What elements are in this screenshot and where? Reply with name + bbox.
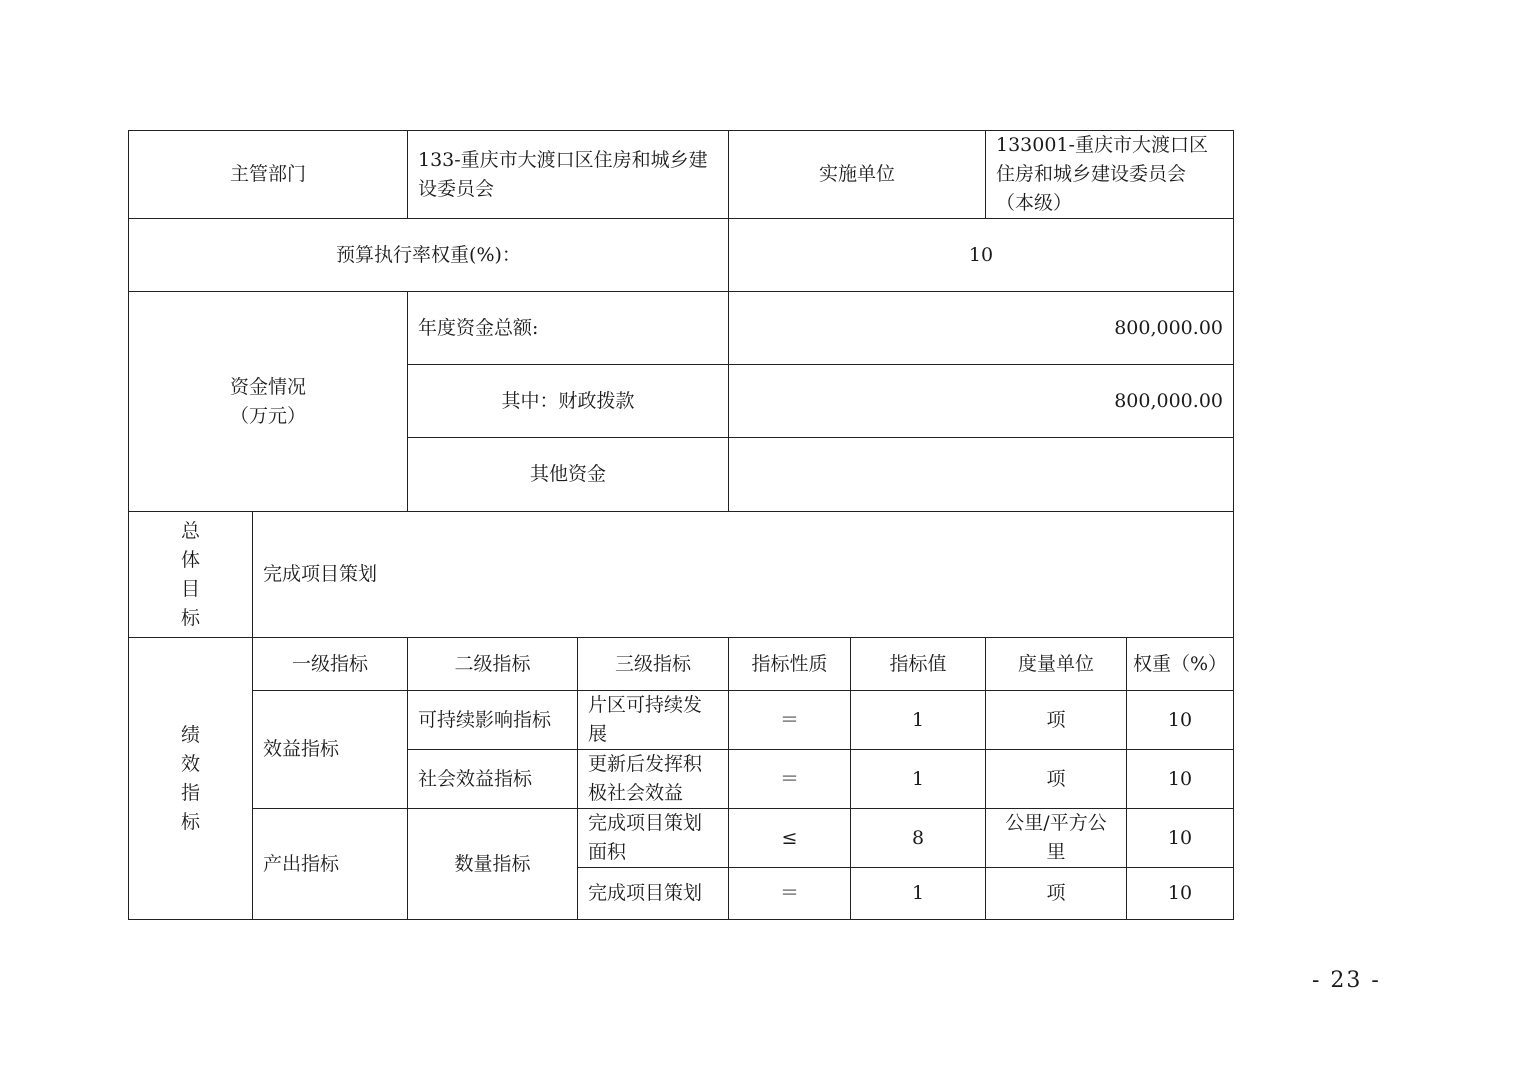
- goal-label-char: 标: [180, 606, 200, 629]
- indicators-label-char: 效: [180, 752, 200, 775]
- performance-goal-table: [128, 130, 1234, 920]
- level3-cell: 完成项目策划面积: [578, 809, 729, 868]
- indicators-label-char: 绩: [180, 723, 200, 746]
- nature-cell: ＝: [729, 691, 851, 750]
- col-header-level1: 一级指标: [253, 638, 408, 691]
- budget-rate-value: 10: [729, 219, 1234, 292]
- col-header-nature: 指标性质: [729, 638, 851, 691]
- indicators-label-char: 标: [180, 810, 200, 833]
- nature-cell: ＝: [729, 868, 851, 920]
- funds-fiscal-label: 其中：财政拨款: [408, 365, 729, 438]
- col-header-value: 指标值: [851, 638, 986, 691]
- level1-cell: 产出指标: [253, 809, 408, 920]
- value-cell: 1: [851, 868, 986, 920]
- budget-rate-label: 预算执行率权重(%)：: [129, 219, 729, 292]
- goal-value: 完成项目策划: [253, 512, 1234, 638]
- unit-cell: 项: [986, 868, 1127, 920]
- funds-other-label: 其他资金: [408, 438, 729, 512]
- value-cell: 1: [851, 750, 986, 809]
- value-cell: 8: [851, 809, 986, 868]
- goal-label-char: 总: [180, 519, 200, 542]
- nature-cell: ≤: [729, 809, 851, 868]
- table-row: [129, 691, 1234, 750]
- funds-total-label: 年度资金总额:: [408, 292, 729, 365]
- goal-label-char: 体: [180, 548, 200, 571]
- nature-cell: ＝: [729, 750, 851, 809]
- funds-other-value: [729, 438, 1234, 512]
- dept-value: 133-重庆市大渡口区住房和城乡建设委员会: [408, 131, 729, 219]
- unit-cell: 项: [986, 750, 1127, 809]
- unit-cell: 公里/平方公里: [986, 809, 1127, 868]
- goal-label-char: 目: [180, 577, 200, 600]
- indicators-label: [129, 638, 253, 920]
- col-header-level2: 二级指标: [408, 638, 578, 691]
- funds-label: [129, 292, 408, 512]
- page-number: - 23 -: [1312, 968, 1381, 993]
- level2-cell: 社会效益指标: [408, 750, 578, 809]
- unit-label: 实施单位: [729, 131, 986, 219]
- funds-total-value: 800,000.00: [729, 292, 1234, 365]
- col-header-weight: 权重（%）: [1127, 638, 1234, 691]
- funds-label-line2: （万元）: [229, 404, 306, 427]
- unit-value: 133001-重庆市大渡口区住房和城乡建设委员会（本级）: [986, 131, 1234, 219]
- unit-cell: 项: [986, 691, 1127, 750]
- level1-cell: 效益指标: [253, 691, 408, 809]
- weight-cell: 10: [1127, 750, 1234, 809]
- level3-cell: 片区可持续发展: [578, 691, 729, 750]
- weight-cell: 10: [1127, 691, 1234, 750]
- col-header-level3: 三级指标: [578, 638, 729, 691]
- level2-cell: 数量指标: [408, 809, 578, 920]
- dept-label: 主管部门: [129, 131, 408, 219]
- indicators-label-char: 指: [180, 781, 200, 804]
- level3-cell: 完成项目策划: [578, 868, 729, 920]
- funds-label-line1: 资金情况: [229, 375, 306, 398]
- weight-cell: 10: [1127, 809, 1234, 868]
- funds-fiscal-value: 800,000.00: [729, 365, 1234, 438]
- level2-cell: 可持续影响指标: [408, 691, 578, 750]
- col-header-unit: 度量单位: [986, 638, 1127, 691]
- goal-label: [129, 512, 253, 638]
- table-row: [129, 809, 1234, 868]
- level3-cell: 更新后发挥积极社会效益: [578, 750, 729, 809]
- weight-cell: 10: [1127, 868, 1234, 920]
- value-cell: 1: [851, 691, 986, 750]
